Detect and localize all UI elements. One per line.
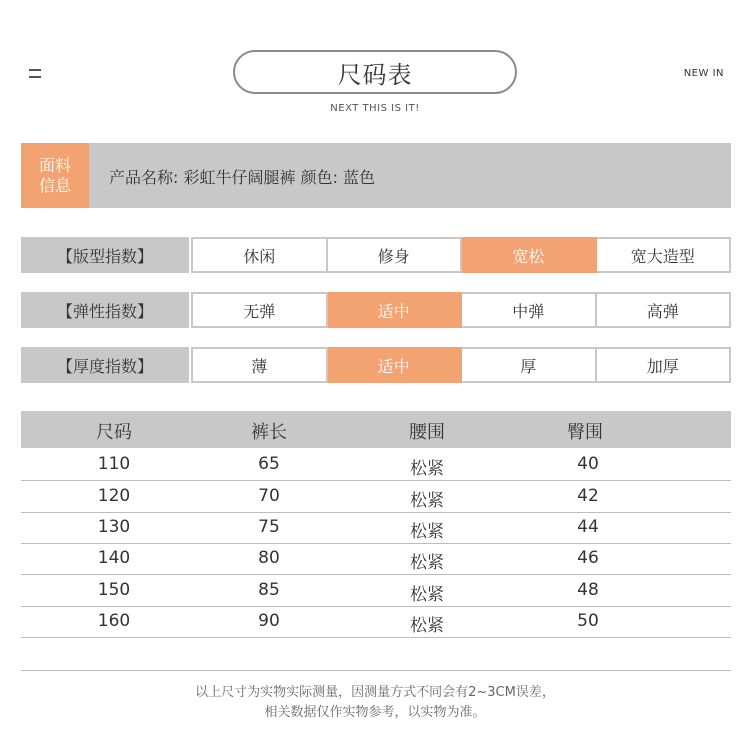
fit-index-label: 【版型指数】 — [21, 237, 189, 273]
table-row — [21, 575, 731, 607]
cell-size: 140 — [97, 548, 131, 568]
cell-hip: 48 — [577, 580, 599, 600]
cell-size: 150 — [97, 580, 131, 600]
cell-hip: 42 — [577, 486, 599, 506]
stretch-option-medium: 中弹 — [462, 292, 597, 328]
thickness-option-thick: 厚 — [462, 347, 597, 383]
thickness-option-moderate: 适中 — [328, 347, 463, 383]
cell-length: 90 — [258, 611, 280, 631]
fit-option-oversized: 宽大造型 — [597, 237, 732, 273]
page-subtitle: NEXT THIS IS IT! — [330, 103, 420, 114]
cell-length: 80 — [258, 548, 280, 568]
cell-size: 120 — [97, 486, 131, 506]
header-hip: 臀围 — [567, 422, 603, 443]
fabric-tag-line1: 面料 — [38, 155, 71, 175]
fit-option-loose: 宽松 — [462, 237, 597, 273]
fabric-tag-line2: 信息 — [38, 175, 71, 195]
cell-waist: 松紧 — [410, 553, 444, 573]
cell-hip: 46 — [577, 548, 599, 568]
thickness-option-extra-thick: 加厚 — [597, 347, 732, 383]
cell-length: 70 — [258, 486, 280, 506]
header-size: 尺码 — [96, 422, 132, 443]
cell-length: 65 — [258, 454, 280, 474]
fit-option-slim: 修身 — [328, 237, 463, 273]
fit-index-row — [21, 237, 731, 273]
cell-hip: 44 — [577, 517, 599, 537]
thickness-index-row — [21, 347, 731, 383]
cell-length: 75 — [258, 517, 280, 537]
thickness-option-thin: 薄 — [191, 347, 328, 383]
thickness-index-label: 【厚度指数】 — [21, 347, 189, 383]
stretch-option-moderate: 适中 — [328, 292, 463, 328]
cell-length: 85 — [258, 580, 280, 600]
note-line2: 相关数据仅作实物参考，以实物为准。 — [264, 705, 486, 720]
fit-option-casual: 休闲 — [191, 237, 328, 273]
menu-icon[interactable] — [29, 66, 41, 80]
cell-waist: 松紧 — [410, 522, 444, 542]
cell-waist: 松紧 — [410, 491, 444, 511]
fabric-tag — [21, 143, 89, 208]
divider — [21, 670, 731, 671]
table-row — [21, 512, 731, 544]
cell-waist: 松紧 — [410, 459, 444, 479]
table-row — [21, 449, 731, 481]
cell-hip: 50 — [577, 611, 599, 631]
table-row — [21, 606, 731, 638]
table-row — [21, 543, 731, 575]
new-in-label: NEW IN — [683, 68, 724, 79]
cell-size: 110 — [97, 454, 131, 474]
cell-waist: 松紧 — [410, 585, 444, 605]
cell-hip: 40 — [577, 454, 599, 474]
cell-size: 130 — [97, 517, 131, 537]
stretch-option-none: 无弹 — [191, 292, 328, 328]
page-title: 尺码表 — [233, 50, 517, 94]
header-waist: 腰围 — [409, 422, 445, 443]
cell-waist: 松紧 — [410, 616, 444, 636]
stretch-index-label: 【弹性指数】 — [21, 292, 189, 328]
fabric-info-text: 产品名称: 彩虹牛仔阔腿裤 颜色: 蓝色 — [109, 168, 376, 187]
stretch-option-high: 高弹 — [597, 292, 732, 328]
cell-size: 160 — [97, 611, 131, 631]
stretch-index-row — [21, 292, 731, 328]
note-line1: 以上尺寸为实物实际测量，因测量方式不同会有2~3CM误差， — [195, 685, 555, 700]
table-row — [21, 481, 731, 513]
header-length: 裤长 — [251, 422, 287, 443]
